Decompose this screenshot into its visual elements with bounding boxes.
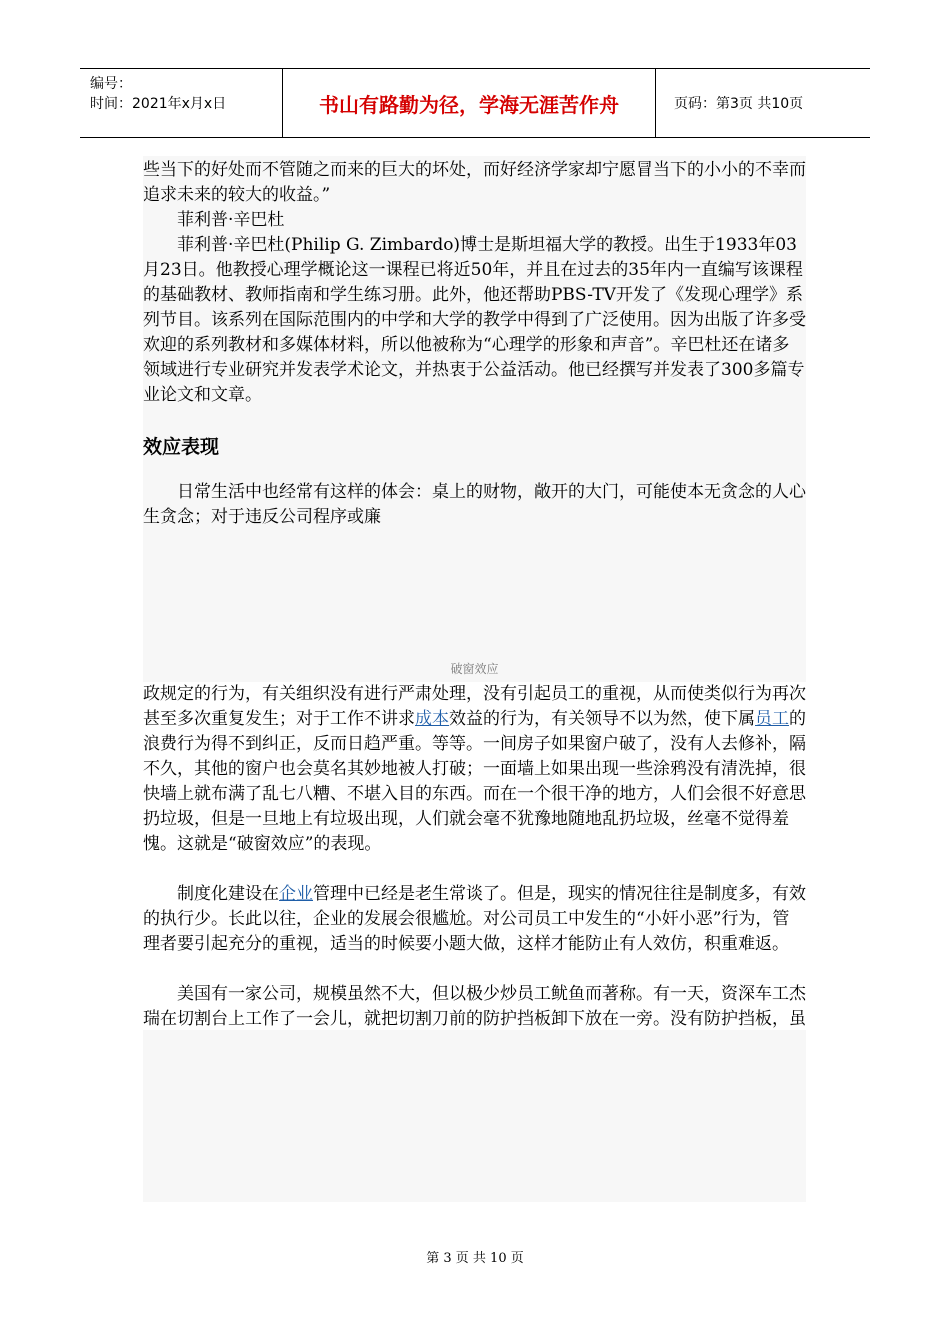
motto-text: 书山有路勤为径，学海无涯苦作舟: [319, 92, 619, 117]
page-info: 页码：第3页 共10页: [674, 96, 804, 112]
text-run: 制度化建设在: [177, 884, 279, 904]
paragraph-management: [143, 882, 806, 957]
text-run: 的浪费行为得不到纠正，反而日趋严重。等等。一间房子如果窗户破了，没有人去修补，隔不久，其他的窗户也会莫名其妙地被人打破；一面墙上如果出现一些涂鸦没有清洗掉，很快墙上就布满了乱七八糟、不堪入目的东西。而在一个很干净的地方，人们会很不好意思扔垃圾，但是一旦地上有垃圾出现，人们就会毫不犹豫地随地乱扔垃圾，丝毫不觉得羞愧。这就是“破窗效应”的表现。: [143, 709, 806, 854]
page-footer: 第 3 页 共 10 页: [426, 1251, 524, 1266]
text-run: 效益的行为，有关领导不以为然，使下属: [449, 709, 755, 729]
paragraph-intro: 日常生活中也经常有这样的体会：桌上的财物，敞开的大门，可能使本无贪念的人心生贪念；对于违反公司程序或廉: [143, 482, 806, 527]
number-label: 编号：: [90, 76, 132, 92]
figure-block: [143, 436, 806, 682]
link-cost[interactable]: 成本: [415, 709, 449, 729]
header-page-cell: [666, 69, 870, 137]
header-meta-cell: [80, 69, 283, 137]
content-block-bottom: [143, 1030, 806, 1202]
paragraph-name: 菲利普·辛巴杜: [177, 210, 285, 230]
paragraph-effect: [143, 682, 806, 857]
time-label: 时间：2021年x月x日: [90, 96, 227, 112]
header-motto-cell: [283, 69, 656, 137]
paragraph-bio: 菲利普·辛巴杜(Philip G. Zimbardo)博士是斯坦福大学的教授。出生于1933年03月23日。他教授心理学概论这一课程已将近50年，并且在过去的35年内一直编写该课程的基础教材、教师指南和学生练习册。此外，他还帮助PBS-TV开发了《发现心理学》系列节目。该系列在国际范围内的中学和大学的教学中得到了广泛使用。因为出版了许多受欢迎的系列教材和多媒体材料，所以他被称为“心理学的形象和声音”。辛巴杜还在诸多领域进行专业研究并发表学术论文，并热衷于公益活动。他已经撰写并发表了300多篇专业论文和文章。: [143, 235, 806, 405]
text-run: 管理中已经是老生常谈了。但是，现实的情况往往是制度多，有效的执行少。长此以往，企业的发展会很尴尬。对公司员工中发生的“小奸小恶”行为，管理者要引起充分的重视，适当的时候要小题大做，这样才能防止有人效仿，积重难返。: [143, 884, 806, 954]
link-enterprise[interactable]: 企业: [279, 884, 313, 904]
link-employee[interactable]: 员工: [755, 709, 789, 729]
text-run: 政规定的行为，有关组织没有进行严肃处理，没有引起员工的重视，从而使类似行为再次甚至多次重复发生；对于工作不讲求: [143, 684, 806, 729]
figure-caption: 破窗效应: [450, 662, 499, 676]
paragraph-quote-end: 些当下的好处而不管随之而来的巨大的坏处，而好经济学家却宁愿冒当下的小小的不幸而追求未来的较大的收益。”: [143, 160, 806, 205]
section-heading: 效应表现: [143, 436, 220, 458]
paragraph-story: 美国有一家公司，规模虽然不大，但以极少炒员工鱿鱼而著称。有一天，资深车工杰瑞在切割台上工作了一会儿，就把切割刀前的防护挡板卸下放在一旁。没有防护挡板，虽: [143, 984, 806, 1029]
header-table: [80, 68, 870, 138]
